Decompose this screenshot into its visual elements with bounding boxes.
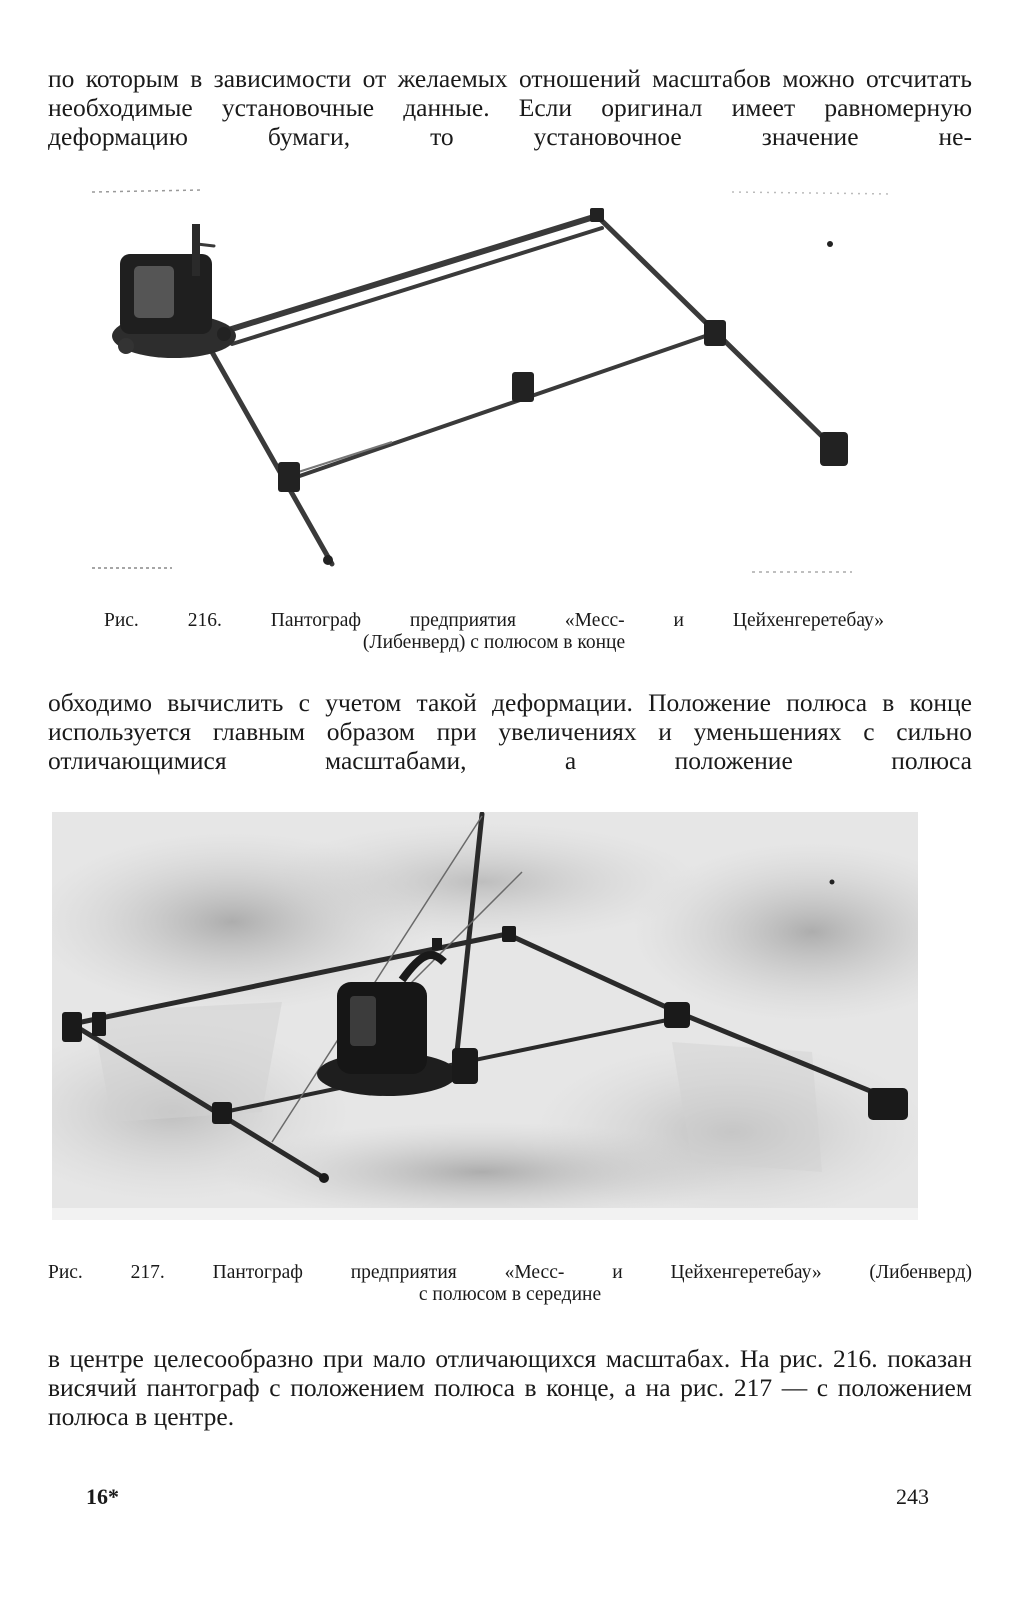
figure-217-caption	[48, 1262, 972, 1306]
figure-216-caption-line2: (Либенверд) с полюсом в конце	[362, 632, 626, 653]
signature-mark: 16*	[86, 1484, 119, 1509]
figure-216-caption	[104, 610, 884, 654]
paragraph-bottom: в центре целесообразно при мало отличающихся масштабах. На рис. 216. показан висячий пантограф с положением полюса в конце, а на рис. 217 — с положением полюса в центре.	[48, 1344, 972, 1431]
figure-216-caption-line1: Рис. 216. Пантограф предприятия «Месс- и Цейхенгеретебау»	[104, 610, 884, 631]
figure-217-caption-line2: с полюсом в середине	[418, 1284, 602, 1305]
pantograph-pole-end-illustration	[92, 184, 892, 584]
figure-216-photo	[92, 184, 892, 584]
paragraph-middle: обходимо вычислить с учетом такой деформации. Положение полюса в конце используется главным образом при увеличениях и уменьшениях с сильно отличающимися масштабами, а положение полюса	[48, 688, 972, 775]
page-number: 243	[896, 1484, 929, 1509]
figure-217-caption-line1: Рис. 217. Пантограф предприятия «Месс- и Цейхенгеретебау» (Либенверд)	[48, 1262, 972, 1283]
paragraph-top: по которым в зависимости от желаемых отношений масштабов можно отсчитать необходимые установочные данные. Если оригинал имеет равномерную деформацию бумаги, то установочное значение не-	[48, 64, 972, 151]
pantograph-pole-center-illustration	[52, 812, 918, 1220]
figure-217-photo	[52, 812, 918, 1220]
